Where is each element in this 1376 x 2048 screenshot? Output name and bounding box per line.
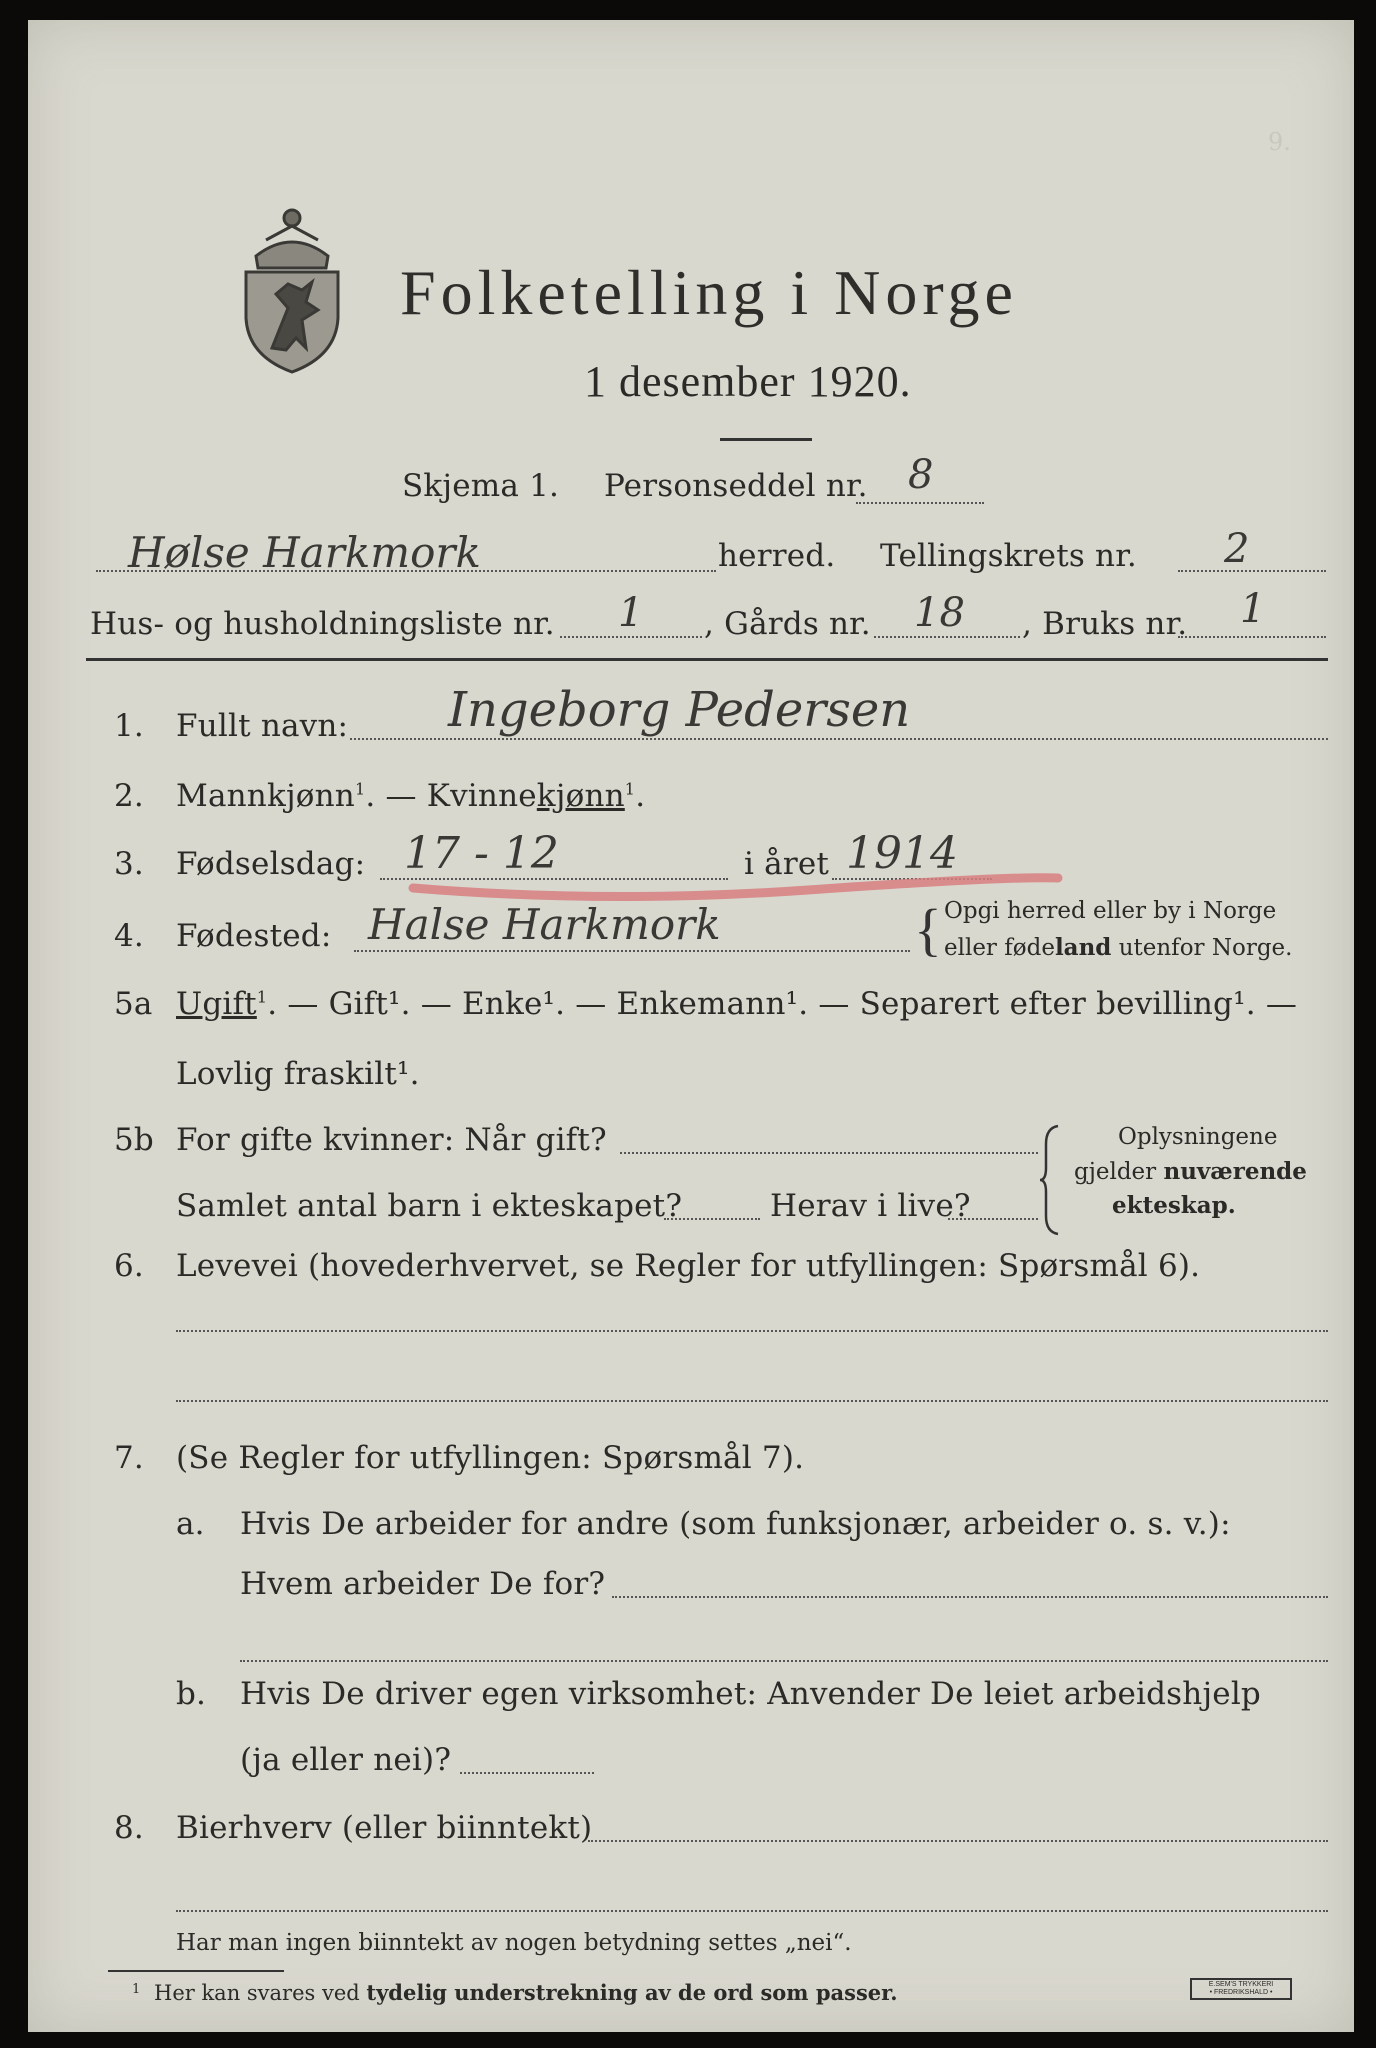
q6-answer-line1 (176, 1330, 1328, 1332)
q7-number: 7. (114, 1440, 144, 1476)
q7b-hired-help-field-line (460, 1772, 594, 1774)
q5b-note-line2 (1074, 1158, 1307, 1185)
q5b-alive-label: Herav i live? (770, 1188, 971, 1224)
q3-number: 3. (114, 846, 144, 882)
q7b-letter: b. (176, 1676, 207, 1712)
birthplace-field-line (354, 950, 910, 952)
q5b-note-line3: ekteskap. (1112, 1192, 1236, 1219)
q7a-extra-line (240, 1660, 1328, 1662)
title-divider (720, 438, 812, 441)
printer-stamp-line1: E.SEM'S TRYKKERI (1208, 1981, 1274, 1988)
q2-end: . (635, 778, 646, 814)
gards-label: , Gårds nr. (704, 606, 871, 642)
footnote-ref: 1 (354, 779, 366, 799)
q4-brace: { (914, 897, 942, 962)
q5b-children-label: Samlet antal barn i ekteskapet? (176, 1188, 683, 1224)
q7-label: (Se Regler for utfyllingen: Spørsmål 7). (176, 1440, 805, 1476)
form-title: Folketelling i Norge (400, 257, 1018, 328)
full-name-value[interactable]: Ingeborg Pedersen (448, 682, 911, 738)
norway-coat-of-arms-icon (236, 198, 348, 376)
q8-number: 8. (114, 1810, 144, 1846)
personseddel-label: Personseddel nr. (604, 468, 868, 504)
q3-label: Fødselsdag: (176, 846, 366, 882)
q5a-number: 5a (114, 986, 153, 1022)
birthplace-value[interactable]: Halse Harkmork (368, 900, 721, 949)
personseddel-value[interactable]: 8 (908, 452, 934, 498)
bleed-through-text: 9. (1268, 128, 1291, 156)
bruks-label: , Bruks nr. (1022, 606, 1188, 642)
birth-year-value[interactable]: 1914 (846, 828, 958, 879)
bruks-field-line (1178, 636, 1326, 638)
footnote-text (154, 1980, 898, 2005)
q5b-children-field-line (664, 1218, 760, 1220)
q5b-note-pre: gjelder (1074, 1159, 1164, 1185)
q5b-note-bold: nuværende (1163, 1158, 1307, 1185)
q6-number: 6. (114, 1248, 144, 1284)
schema-label: Skjema 1. (402, 468, 560, 504)
q1-number: 1. (114, 708, 144, 744)
q5a-other-options[interactable]: . — Gift¹. — Enke¹. — Enkemann¹. — Separert efter bevilling¹. — (267, 986, 1298, 1022)
household-list-value[interactable]: 1 (618, 590, 644, 636)
gards-value[interactable]: 18 (914, 590, 965, 636)
full-name-field-line (350, 738, 1328, 740)
q7a-line1: Hvis De arbeider for andre (som funksjonær, arbeider o. s. v.): (240, 1506, 1231, 1542)
q7a-employer-label: Hvem arbeider De for? (240, 1566, 606, 1602)
q5b-note-line1: Oplysningene (1118, 1124, 1278, 1150)
printer-stamp-line2: • FREDRIKSHALD • (1209, 1989, 1273, 1996)
q7b-hired-help-label: (ja eller nei)? (240, 1742, 452, 1778)
q4-note-pre: eller føde (944, 935, 1055, 961)
tellingskrets-value[interactable]: 2 (1224, 526, 1250, 572)
q2-separator: . — (365, 778, 427, 814)
q8-extra-line (176, 1910, 1328, 1912)
q4-note-bold: land (1054, 934, 1112, 961)
herred-label: herred. (718, 538, 836, 574)
herred-value[interactable]: Hølse Harkmork (128, 528, 481, 577)
q5a-divorced-option[interactable]: Lovlig fraskilt¹. (176, 1056, 420, 1092)
census-form-page (28, 20, 1354, 2032)
personseddel-field-line (856, 502, 984, 504)
q1-label: Fullt navn: (176, 708, 349, 744)
footnote-rule (108, 1970, 284, 1972)
census-date: 1 desember 1920. (584, 357, 912, 406)
birthday-value[interactable]: 17 - 12 (404, 828, 559, 879)
q5b-when-married-field-line (620, 1152, 1038, 1154)
household-list-field-line (560, 636, 702, 638)
q6-label: Levevei (hovederhvervet, se Regler for utfyllingen: Spørsmål 6). (176, 1248, 1201, 1284)
birth-year-label: i året (744, 846, 830, 882)
q4-label: Fødested: (176, 918, 332, 954)
footnote-ref: 1 (624, 779, 636, 799)
q5b-number: 5b (114, 1122, 154, 1158)
q5a-marital-options (176, 986, 1297, 1022)
q8-field-line (588, 1840, 1328, 1842)
q2-female-prefix: Kvinne (426, 778, 537, 814)
q7b-line1: Hvis De driver egen virksomhet: Anvender De leiet arbeidshjelp (240, 1676, 1261, 1712)
tellingskrets-label: Tellingskrets nr. (880, 538, 1137, 574)
footnote-text-pre: Her kan svares ved (154, 1981, 367, 2005)
q6-answer-line2 (176, 1400, 1328, 1402)
q8-label: Bierhverv (eller biinntekt) (176, 1810, 593, 1846)
household-list-label: Hus- og husholdningsliste nr. (90, 606, 555, 642)
q4-note-post: utenfor Norge. (1111, 935, 1293, 961)
footnote-text-bold: tydelig understrekning av de ord som passer. (366, 1980, 898, 2005)
q5b-brace (1038, 1124, 1064, 1236)
footnote-mark: 1 (132, 1982, 141, 1997)
q2-female-option[interactable] (427, 778, 625, 814)
q7a-letter: a. (176, 1506, 205, 1542)
q4-number: 4. (114, 918, 144, 954)
footnote-ref: 1 (256, 987, 268, 1007)
q2-number: 2. (114, 778, 144, 814)
q5a-unmarried-option[interactable]: Ugift (176, 986, 257, 1022)
q4-note-line2 (944, 934, 1292, 961)
q2-female-underlined: kjønn (536, 778, 625, 814)
gards-field-line (874, 636, 1020, 638)
q5b-alive-field-line (948, 1218, 1038, 1220)
header-divider (86, 658, 1328, 661)
q2-sex-options (176, 778, 645, 814)
q5b-when-married-label: For gifte kvinner: Når gift? (176, 1122, 607, 1158)
q2-male-option[interactable]: Mannkjønn (176, 778, 355, 814)
q7a-employer-field-line (612, 1596, 1328, 1598)
printer-stamp (1190, 1978, 1292, 2000)
q4-note-line1: Opgi herred eller by i Norge (944, 898, 1277, 924)
q8-note: Har man ingen biinntekt av nogen betydning settes „nei“. (176, 1930, 852, 1956)
tellingskrets-field-line (1178, 570, 1326, 572)
bruks-value[interactable]: 1 (1240, 586, 1266, 632)
